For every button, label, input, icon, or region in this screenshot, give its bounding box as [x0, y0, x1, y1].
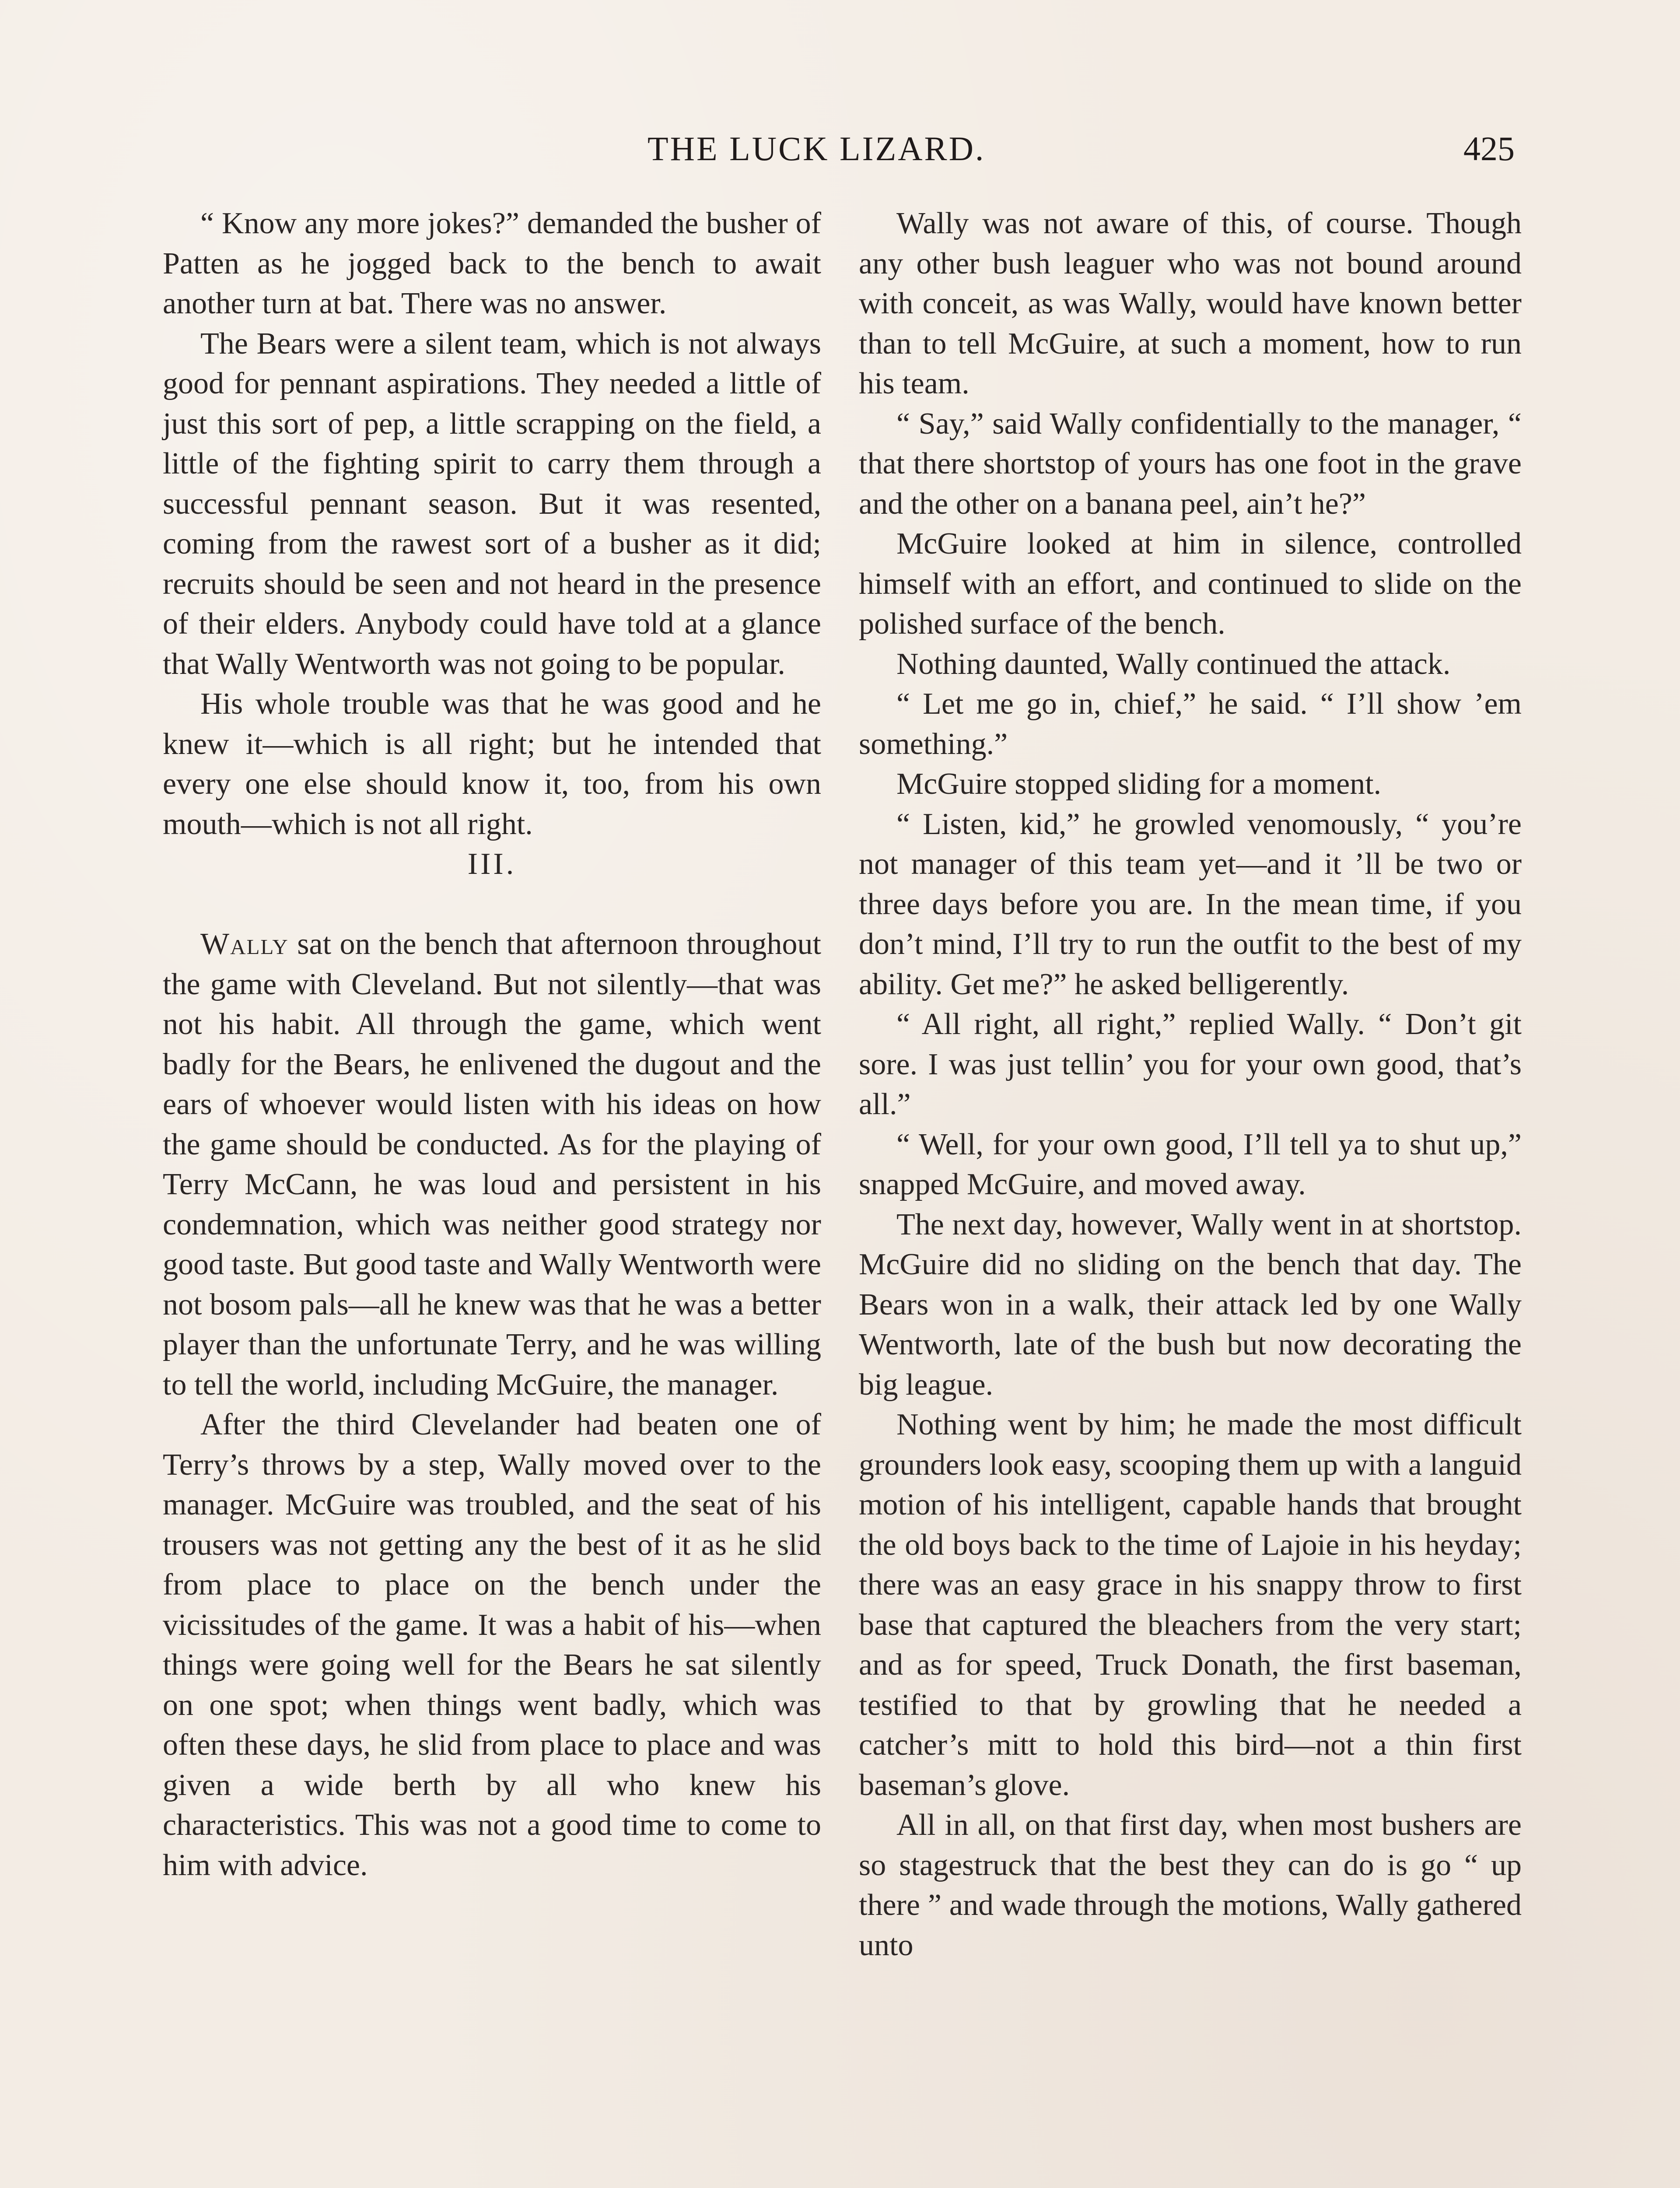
page-number: 425: [1463, 130, 1515, 168]
paragraph: After the third Clevelander had beaten one of Terry’s throws by a step, Wally moved over to the manager. McGuire was troubled, and the seat of his trousers was not getting any the best of it as he slid from place to place on the bench under the vicissitudes of the game. It was a habit of his—when things were going well for the Bears he sat silently on one spot; when things went badly, which was often these days, he slid from place to place and was given a wide berth by all who knew his characteristics. This was not a good time to come to him with advice.: [163, 1408, 821, 1882]
paragraph: Wally was not aware of this, of course. Though any other bush leaguer who was not bound around with conceit, as was Wally, would have known better than to tell McGuire, at such a moment, how to run his team.: [859, 207, 1522, 400]
paragraph: The next day, however, Wally went in at shortstop. McGuire did no sliding on the bench that day. The Bears won in a walk, their attack led by one Wally Wentworth, late of the bush but now decorating the big league.: [859, 1207, 1522, 1402]
paragraph: “ Listen, kid,” he growled venomously, “ you’re not manager of this team yet—and it ’ll be two or three days before you are. In the mean time, if you don’t mind, I’ll try to run the outfit to the best of my ability. Get me?” he asked belligerently.: [859, 807, 1522, 1001]
paragraph: The Bears were a silent team, which is not always good for pennant aspirations. They needed a little of just this sort of pep, a little scrapping on the field, a little of the fighting spirit to carry them through a successful pennant season. But it was resented, coming from the rawest sort of a busher as it did; recruits should be seen and not heard in the presence of their elders. Anybody could have told at a glance that Wally Wentworth was not going to be popular.: [163, 326, 821, 681]
paragraph: All in all, on that first day, when most bushers are so stagestruck that the best they can do is go “ up there ” and wade through the motions, Wally gathered unto: [859, 1808, 1522, 1962]
paragraph: “ All right, all right,” replied Wally. “ Don’t git sore. I was just tellin’ you for your own good, that’s all.”: [859, 1007, 1522, 1121]
section-lead-word: Wally: [200, 927, 289, 961]
paragraph: McGuire looked at him in silence, controlled himself with an effort, and continued to slide on the polished surface of the bench.: [859, 527, 1522, 641]
paragraph: His whole trouble was that he was good and he knew it—which is all right; but he intended that every one else should know it, too, from his own mouth—which is not all right.: [163, 687, 821, 841]
paragraph: Nothing daunted, Wally continued the attack.: [896, 647, 1451, 681]
paragraph: Nothing went by him; he made the most difficult grounders look easy, scooping them up with a languid motion of his intelligent, capable hands that brought the old boys back to the time of Lajoie in his heyday; there was an easy grace in his snappy throw to first base that captured the bleachers from the very start; and as for speed, Truck Donath, the first baseman, testified to that by growling that he needed a catcher’s mitt to hold this bird—not a thin first baseman’s glove.: [859, 1408, 1522, 1802]
right-column: [859, 203, 1522, 1965]
paragraph: “ Say,” said Wally confidentially to the manager, “ that there shortstop of yours has one foot in the grave and the other on a banana peel, ain’t he?”: [859, 407, 1522, 521]
paragraph: “ Know any more jokes?” demanded the busher of Patten as he jogged back to the bench to await another turn at bat. There was no answer.: [163, 207, 821, 320]
section-number: III.: [467, 847, 517, 881]
left-column: [163, 203, 821, 1885]
section-opening-text: sat on the bench that afternoon throughout the game with Cleveland. But not silently—that was not his habit. All through the game, which went badly for the Bears, he enlivened the dugout and the ears of whoever would listen with his ideas on how the game should be conducted. As for the playing of Terry McCann, he was loud and persistent in his condemnation, which was neither good strategy nor good taste. But good taste and Wally Wentworth were not bosom pals—all he knew was that he was a better player than the unfortunate Terry, and he was willing to tell the world, including McGuire, the manager.: [163, 927, 821, 1402]
section-opening-paragraph: [163, 924, 821, 1405]
running-title: THE LUCK LIZARD.: [648, 130, 986, 168]
paragraph: McGuire stopped sliding for a moment.: [896, 767, 1382, 801]
running-head: [0, 125, 1680, 173]
paragraph: “ Well, for your own good, I’ll tell ya to shut up,” snapped McGuire, and moved away.: [859, 1127, 1522, 1201]
paragraph: “ Let me go in, chief,” he said. “ I’ll show ’em something.”: [859, 687, 1522, 761]
